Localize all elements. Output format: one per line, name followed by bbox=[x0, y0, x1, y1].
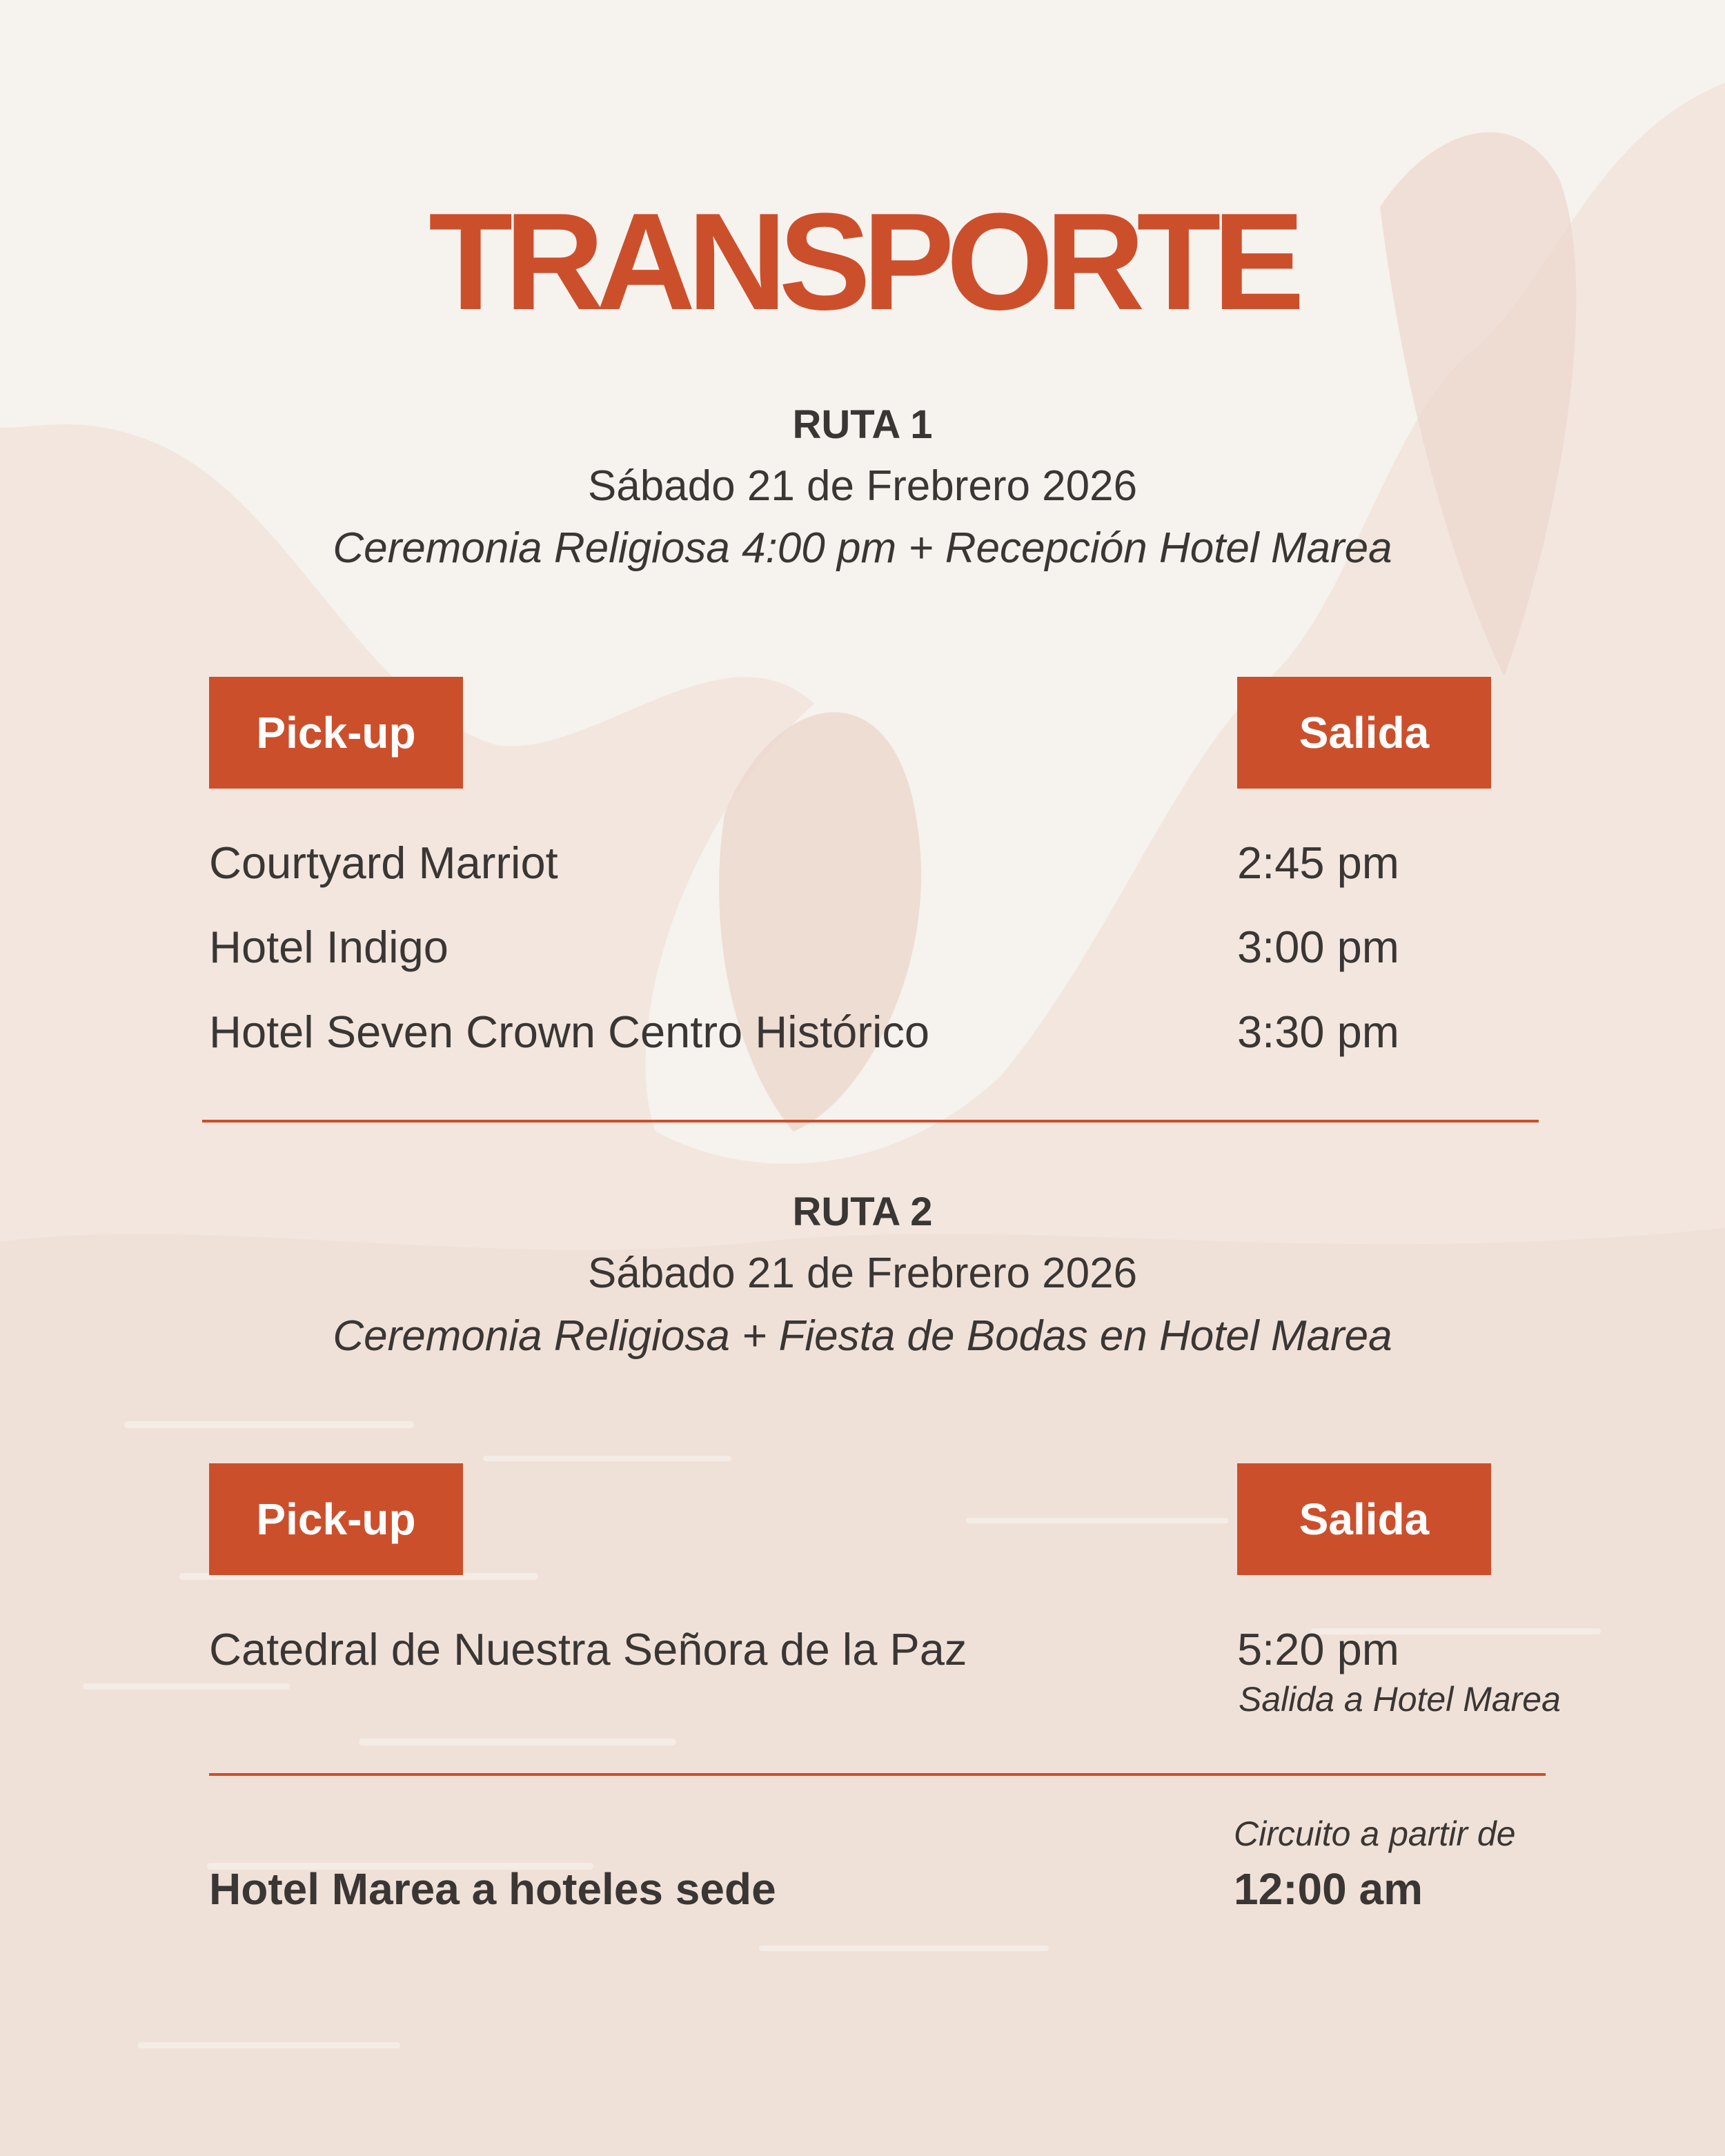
route-1-pickup-label: Pick-up bbox=[209, 677, 463, 789]
route-1-stop-1-time: 2:45 pm bbox=[1237, 838, 1399, 888]
route-1-departure-label: Salida bbox=[1237, 677, 1491, 789]
route-1-date: Sábado 21 de Frebrero 2026 bbox=[587, 462, 1138, 510]
route-1-title: RUTA 1 bbox=[792, 402, 933, 447]
route-2-stop-1-time: 5:20 pm bbox=[1237, 1624, 1399, 1674]
return-route-note: Circuito a partir de bbox=[1234, 1814, 1516, 1853]
page-title: TRANSPORTE bbox=[428, 185, 1297, 339]
divider bbox=[209, 1773, 1546, 1776]
route-2-title: RUTA 2 bbox=[792, 1189, 933, 1234]
route-1-stop-2-time: 3:00 pm bbox=[1237, 922, 1399, 972]
route-2-departure-label: Salida bbox=[1237, 1463, 1491, 1575]
divider bbox=[202, 1120, 1539, 1122]
route-2-stop-1-place: Catedral de Nuestra Señora de la Paz bbox=[209, 1624, 967, 1674]
route-2-description: Ceremonia Religiosa + Fiesta de Bodas en Hotel Marea bbox=[333, 1312, 1392, 1360]
route-1-stop-3-time: 3:30 pm bbox=[1237, 1007, 1399, 1057]
route-1-stop-3-place: Hotel Seven Crown Centro Histórico bbox=[209, 1007, 930, 1057]
route-2-date: Sábado 21 de Frebrero 2026 bbox=[587, 1249, 1138, 1297]
return-route-place: Hotel Marea a hoteles sede bbox=[209, 1864, 776, 1914]
route-1-stop-1-place: Courtyard Marriot bbox=[209, 838, 558, 888]
return-route-time: 12:00 am bbox=[1234, 1864, 1423, 1914]
route-2-stop-1-note: Salida a Hotel Marea bbox=[1239, 1680, 1561, 1719]
route-1-description: Ceremonia Religiosa 4:00 pm + Recepción Hotel Marea bbox=[333, 524, 1392, 572]
route-1-stop-2-place: Hotel Indigo bbox=[209, 922, 448, 972]
route-2-pickup-label: Pick-up bbox=[209, 1463, 463, 1575]
